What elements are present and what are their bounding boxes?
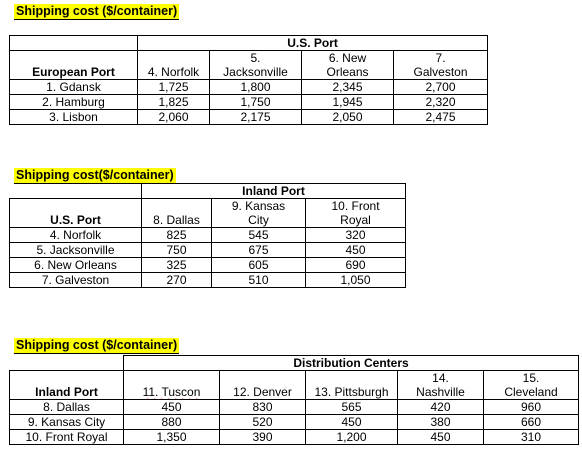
- table-row: [10, 273, 406, 288]
- cell: 1,050: [306, 273, 406, 288]
- cell: 660: [484, 415, 579, 430]
- row-label: 1. Gdansk: [10, 80, 138, 95]
- cell: 605: [212, 258, 306, 273]
- cell: 565: [306, 400, 398, 415]
- row-label: 7. Galveston: [10, 273, 142, 288]
- cell: 2,050: [302, 110, 394, 125]
- cell: 1,800: [210, 80, 302, 95]
- table1: [9, 35, 488, 125]
- table2-row-header: U.S. Port: [10, 199, 142, 228]
- table1-col-header: 4. Norfolk: [138, 51, 210, 80]
- row-label: 4. Norfolk: [10, 228, 142, 243]
- table-row: [10, 110, 488, 125]
- table-row: [10, 400, 579, 415]
- row-label: 9. Kansas City: [10, 415, 124, 430]
- table-row: [10, 228, 406, 243]
- table2-group-header: Inland Port: [142, 184, 406, 199]
- row-label: 5. Jacksonville: [10, 243, 142, 258]
- cell: 2,345: [302, 80, 394, 95]
- row-label: 6. New Orleans: [10, 258, 142, 273]
- table1-col-header: 6. New Orleans: [302, 51, 394, 80]
- table3-heading: Shipping cost ($/container): [16, 338, 178, 352]
- table1-group-header: U.S. Port: [138, 36, 488, 51]
- cell: 825: [142, 228, 212, 243]
- cell: 2,700: [394, 80, 488, 95]
- table-row: [10, 243, 406, 258]
- cell: 450: [306, 243, 406, 258]
- cell: 310: [484, 430, 579, 445]
- cell: 450: [398, 430, 484, 445]
- table2-col-header: 9. Kansas City: [212, 199, 306, 228]
- cell: 510: [212, 273, 306, 288]
- table2-heading: Shipping cost($/container): [16, 168, 174, 182]
- cell: 960: [484, 400, 579, 415]
- cell: 1,350: [124, 430, 220, 445]
- table3: [9, 355, 579, 445]
- cell: 1,725: [138, 80, 210, 95]
- table-row: [10, 430, 579, 445]
- cell: 675: [212, 243, 306, 258]
- cell: 2,060: [138, 110, 210, 125]
- cell: 380: [398, 415, 484, 430]
- table3-col-header: 15. Cleveland: [484, 371, 579, 400]
- cell: 320: [306, 228, 406, 243]
- table1-col-header: 7. Galveston: [394, 51, 488, 80]
- table1-corner: [10, 36, 138, 51]
- cell: 545: [212, 228, 306, 243]
- table3-corner: [10, 356, 124, 371]
- cell: 520: [220, 415, 306, 430]
- table-row: [10, 258, 406, 273]
- cell: 750: [142, 243, 212, 258]
- cell: 325: [142, 258, 212, 273]
- cell: 420: [398, 400, 484, 415]
- cell: 450: [124, 400, 220, 415]
- table-row: [10, 80, 488, 95]
- table3-col-header: 12. Denver: [220, 371, 306, 400]
- table3-col-header: [124, 371, 220, 400]
- tuscon-label: 11. Tuscon: [142, 385, 201, 399]
- table3-col-header: 14. Nashville: [398, 371, 484, 400]
- table3-row-header: Inland Port: [10, 371, 124, 400]
- cell: 390: [220, 430, 306, 445]
- cell: 1,825: [138, 95, 210, 110]
- table2-corner: [10, 184, 142, 199]
- table-row: [10, 415, 579, 430]
- cell: 2,475: [394, 110, 488, 125]
- cell: 450: [306, 415, 398, 430]
- table1-row-header: European Port: [10, 51, 138, 80]
- cell: 2,175: [210, 110, 302, 125]
- cell: 270: [142, 273, 212, 288]
- cell: 1,200: [306, 430, 398, 445]
- row-label: 3. Lisbon: [10, 110, 138, 125]
- table1-heading: Shipping cost ($/container): [16, 4, 178, 18]
- row-label: 10. Front Royal: [10, 430, 124, 445]
- cell: 880: [124, 415, 220, 430]
- table3-group-header: Distribution Centers: [124, 356, 579, 371]
- cell: 830: [220, 400, 306, 415]
- table2-col-header: 10. Front Royal: [306, 199, 406, 228]
- cell: 1,945: [302, 95, 394, 110]
- row-label: 2. Hamburg: [10, 95, 138, 110]
- table2: [9, 183, 406, 288]
- cell: 690: [306, 258, 406, 273]
- cell: 2,320: [394, 95, 488, 110]
- table2-col-header: 8. Dallas: [142, 199, 212, 228]
- row-label: 8. Dallas: [10, 400, 124, 415]
- cell: 1,750: [210, 95, 302, 110]
- table3-col-header: 13. Pittsburgh: [306, 371, 398, 400]
- table1-col-header: 5. Jacksonville: [210, 51, 302, 80]
- table-row: [10, 95, 488, 110]
